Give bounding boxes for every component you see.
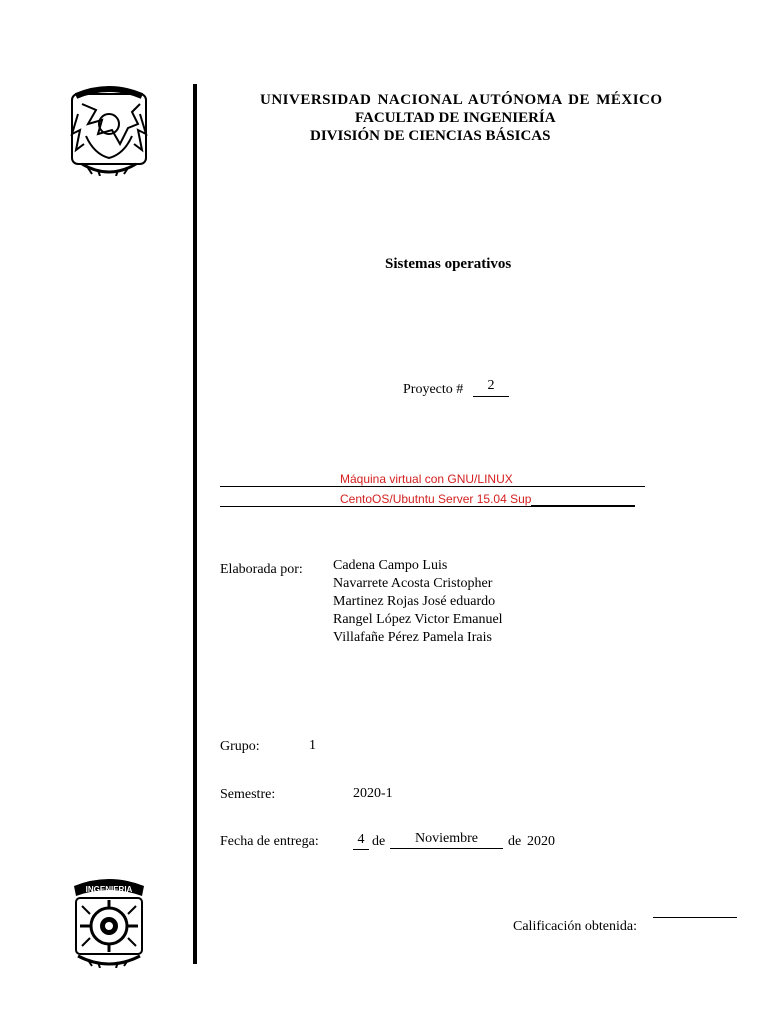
subject-title: Sistemas operativos	[385, 256, 512, 272]
authors-label: Elaborada por:	[220, 562, 303, 577]
semester-value: 2020-1	[353, 786, 393, 801]
faculty-name: FACULTAD DE INGENIERÍA	[355, 110, 556, 126]
seal-text: INGENIERIA	[85, 885, 133, 894]
title-line-1	[220, 472, 645, 487]
vertical-rule	[193, 84, 197, 964]
title-line-2	[220, 491, 635, 507]
unam-seal-icon	[68, 84, 150, 176]
division-name: DIVISIÓN DE CIENCIAS BÁSICAS	[310, 128, 551, 144]
delivery-month: Noviembre	[390, 830, 503, 849]
project-number: 2	[473, 376, 509, 397]
grade-label: Calificación obtenida:	[513, 919, 638, 934]
delivery-year: 2020	[527, 834, 555, 849]
author-name: Rangel López Victor Emanuel	[333, 612, 503, 627]
delivery-de-2: de	[508, 834, 522, 849]
delivery-day: 4	[353, 831, 369, 850]
title-text-2: CentoOS/Ubutntu Server 15.04 Sup	[340, 492, 532, 506]
delivery-label: Fecha de entrega:	[220, 834, 319, 849]
delivery-de-1: de	[372, 834, 386, 849]
title-text-1: Máquina virtual con GNU/LINUX	[340, 472, 513, 486]
author-name: Navarrete Acosta Cristopher	[333, 576, 493, 591]
engineering-seal-icon	[68, 876, 150, 968]
group-value: 1	[309, 738, 316, 753]
author-name: Cadena Campo Luis	[333, 558, 448, 573]
author-name: Villafañe Pérez Pamela Irais	[333, 630, 492, 645]
author-name: Martinez Rojas José eduardo	[333, 594, 496, 609]
university-name: UNIVERSIDAD NACIONAL AUTÓNOMA DE MÉXICO	[260, 92, 663, 108]
semester-label: Semestre:	[220, 787, 276, 802]
project-label: Proyecto #	[403, 382, 464, 397]
grade-blank	[653, 917, 737, 918]
group-label: Grupo:	[220, 739, 260, 754]
